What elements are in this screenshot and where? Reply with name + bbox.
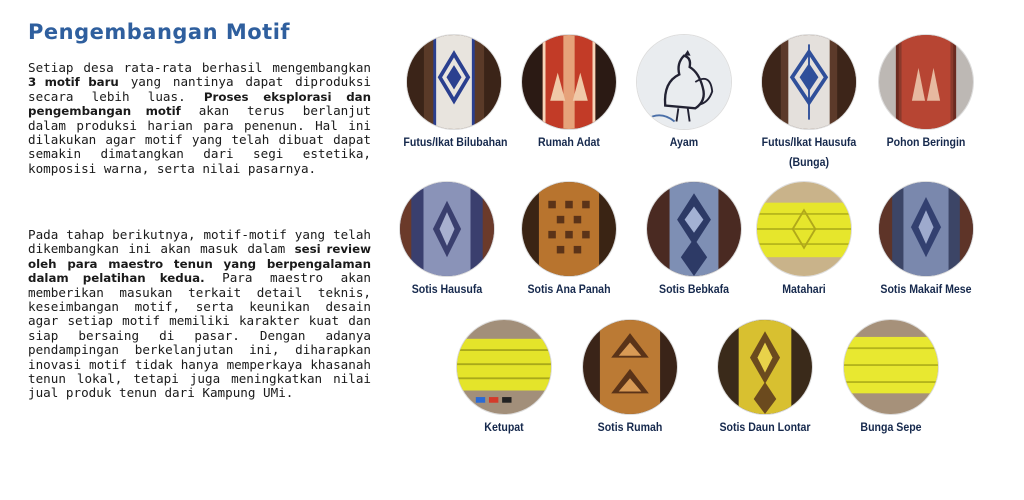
paragraph-1-bold: Proses eksplorasi dan pengembangan motif (28, 89, 372, 119)
motif-photo (844, 320, 938, 414)
motif-label: Sotis Ana Panah (527, 284, 611, 296)
motif-photo (879, 35, 973, 129)
paragraph-2-text: Para maestro akan memberikan masukan terkait detail teknis, keseimbangan motif, serta keunikan desain agar setiap motif memiliki karakter kuat dan siap bersaing di pasar. Dengan adanya pendampingan berkelanjutan ini, diharapkan inovasi motif tidak hanya memperkaya khasanah tenun lokal, tetapi juga meningkatkan nilai jual produk tenun dari Kampung UMi. (28, 270, 371, 401)
motif-label: Futus/Ikat Hausufa (761, 137, 857, 149)
motif-rumah-adat (514, 35, 624, 153)
motif-photo (522, 182, 616, 276)
motif-label: Pohon Beringin (886, 137, 966, 149)
paragraph-1 (28, 61, 371, 176)
motif-photo (647, 182, 741, 276)
motif-ayam (629, 35, 739, 153)
motif-ketupat (451, 320, 557, 438)
motif-sotis-daun-lontar (706, 320, 824, 438)
motif-photo (757, 182, 851, 276)
motif-pohon-beringin (870, 35, 982, 153)
motif-sotis-rumah (576, 320, 684, 438)
paragraph-2-bold: sesi review oleh para maestro tenun yang berpengalaman dalam pelatihan kedua. (28, 242, 371, 286)
motif-label: Ketupat (484, 422, 524, 434)
paragraph-2 (28, 228, 371, 401)
motif-label: Sotis Hausufa (411, 284, 483, 296)
motif-photo (400, 182, 494, 276)
motif-label: Sotis Makaif Mese (880, 284, 972, 296)
motif-sotis-ana-panah (509, 182, 629, 300)
motif-label: Matahari (782, 284, 826, 296)
motif-photo (879, 182, 973, 276)
motif-label: Sotis Rumah (597, 422, 663, 434)
motif-matahari (752, 182, 856, 300)
motif-photo (718, 320, 812, 414)
motif-photo (762, 35, 856, 129)
motif-sotis-bebkafa (636, 182, 752, 300)
paragraph-1-text: akan terus berlanjut dalam produksi harian para penenun. Hal ini dilakukan agar motif yang telah dibuat dapat semakin dimatangkan dari segi estetika, komposisi warna, serta nilai pasarnya. (28, 103, 371, 176)
motif-photo (522, 35, 616, 129)
motif-label: Rumah Adat (538, 137, 600, 149)
paragraph-1-text: yang nantinya dapat diproduksi secara lebih luas. (28, 74, 371, 104)
motif-label: Futus/Ikat Bilubahan (403, 137, 508, 149)
paragraph-2-text: Pada tahap berikutnya, motif-motif yang telah dikembangkan ini akan masuk dalam (28, 227, 371, 257)
motif-futus-ikat-hausufa (744, 35, 874, 173)
motif-sotis-makaif-mese (864, 182, 988, 300)
motif-label-line-2: (Bunga) (789, 157, 829, 169)
motif-label: Bunga Sepe (860, 422, 922, 434)
paragraph-1-bold: 3 motif baru (28, 75, 119, 90)
motif-bunga-sepe (836, 320, 946, 438)
page-title: Pengembangan Motif (28, 20, 291, 44)
paragraph-1-text: Setiap desa rata-rata berhasil mengembangkan (28, 60, 371, 75)
motif-photo (637, 35, 731, 129)
motif-photo (457, 320, 551, 414)
motif-sotis-hausufa (392, 182, 502, 300)
motif-photo (407, 35, 501, 129)
motif-photo (583, 320, 677, 414)
motif-label: Sotis Daun Lontar (719, 422, 811, 434)
motif-label: Ayam (669, 137, 699, 149)
motif-futus-ikat-bilubahan (399, 35, 509, 153)
motif-label: Sotis Bebkafa (659, 284, 729, 296)
